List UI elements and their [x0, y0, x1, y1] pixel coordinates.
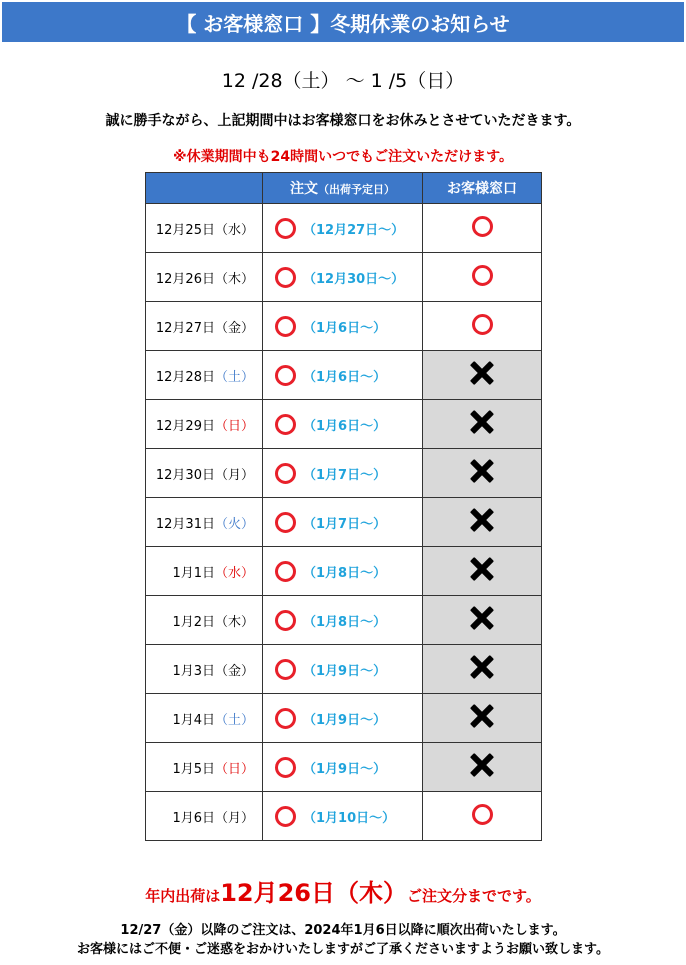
table-row [146, 596, 542, 645]
ship-date-label: （1月7日〜） [303, 516, 387, 532]
ship-date-label: （1月9日〜） [303, 761, 387, 777]
available-circle-icon [275, 512, 296, 533]
weekday-label: （日） [214, 418, 254, 434]
date-cell [146, 204, 263, 253]
weekday-label: （金） [214, 663, 254, 679]
date-cell [146, 302, 263, 351]
order-cell [263, 694, 423, 743]
order-content [263, 365, 422, 386]
available-circle-icon [275, 316, 296, 337]
ship-date-label: （1月8日〜） [303, 565, 387, 581]
ship-date-label: （1月6日〜） [303, 369, 387, 385]
order-cell [263, 498, 423, 547]
closed-cross-icon [470, 753, 494, 777]
open-circle-icon [472, 314, 493, 335]
order-content [263, 610, 422, 631]
table-row [146, 253, 542, 302]
order-content [263, 757, 422, 778]
table-row [146, 204, 542, 253]
ship-date-label: （1月6日〜） [303, 320, 387, 336]
weekday-label: （木） [214, 614, 254, 630]
order-cell [263, 547, 423, 596]
order-notice: ※休業期間中も24時間いつでもご注文いただけます。 [173, 149, 513, 165]
order-content [263, 267, 422, 288]
window-status-cell [423, 547, 542, 596]
header-window: お客様窓口 [423, 173, 542, 204]
closed-cross-icon [470, 361, 494, 385]
weekday-label: （金） [214, 320, 254, 336]
closure-period: 12 /28（土） 〜 1 /5（日） [221, 70, 465, 92]
date-label: 1月6日 [172, 810, 215, 826]
date-label: 1月5日 [172, 761, 215, 777]
window-status-cell [423, 792, 542, 841]
ship-date-label: （1月9日〜） [303, 663, 387, 679]
date-label: 1月1日 [172, 565, 215, 581]
window-status-cell [423, 204, 542, 253]
order-cell [263, 449, 423, 498]
ship-date-label: （1月10日〜） [303, 810, 396, 826]
order-content [263, 218, 422, 239]
date-cell [146, 253, 263, 302]
table-row [146, 694, 542, 743]
ship-date-label: （1月6日〜） [303, 418, 387, 434]
date-cell [146, 547, 263, 596]
header-date [146, 173, 263, 204]
table-row [146, 547, 542, 596]
available-circle-icon [275, 708, 296, 729]
date-label: 1月2日 [172, 614, 215, 630]
date-cell [146, 351, 263, 400]
weekday-label: （月） [214, 810, 254, 826]
date-label: 1月4日 [172, 712, 215, 728]
order-cell [263, 253, 423, 302]
table-row [146, 302, 542, 351]
date-cell [146, 596, 263, 645]
order-content [263, 659, 422, 680]
window-status-cell [423, 645, 542, 694]
header-order [263, 173, 423, 204]
footer-line-2: お客様にはご不便・ご迷惑をおかけいたしますがご了承くださいますようお願い致します。 [77, 942, 609, 957]
weekday-label: （土） [214, 712, 254, 728]
order-content [263, 316, 422, 337]
date-label: 12月27日 [155, 320, 215, 336]
order-content [263, 708, 422, 729]
available-circle-icon [275, 561, 296, 582]
window-status-cell [423, 596, 542, 645]
open-circle-icon [472, 265, 493, 286]
order-content [263, 512, 422, 533]
footer-line-1: 12/27（金）以降のご注文は、2024年1月6日以降に順次出荷いたします。 [120, 923, 566, 938]
window-status-cell [423, 694, 542, 743]
available-circle-icon [275, 218, 296, 239]
order-cell [263, 400, 423, 449]
ship-date-label: （12月27日〜） [303, 222, 405, 238]
date-label: 1月3日 [172, 663, 215, 679]
date-label: 12月28日 [155, 369, 215, 385]
closed-cross-icon [470, 655, 494, 679]
table-row [146, 645, 542, 694]
window-status-cell [423, 449, 542, 498]
deadline-date: 12月26日（木） [220, 879, 407, 907]
open-circle-icon [472, 804, 493, 825]
date-label: 12月31日 [155, 516, 215, 532]
available-circle-icon [275, 414, 296, 435]
window-status-cell [423, 400, 542, 449]
weekday-label: （水） [214, 565, 254, 581]
table-row [146, 400, 542, 449]
open-circle-icon [472, 216, 493, 237]
weekday-label: （火） [214, 516, 254, 532]
order-cell [263, 351, 423, 400]
date-label: 12月25日 [155, 222, 215, 238]
ship-date-label: （12月30日〜） [303, 271, 405, 287]
schedule-table [145, 172, 542, 841]
table-row [146, 792, 542, 841]
date-cell [146, 449, 263, 498]
date-cell [146, 645, 263, 694]
ship-date-label: （1月7日〜） [303, 467, 387, 483]
closed-cross-icon [470, 459, 494, 483]
order-cell [263, 792, 423, 841]
deadline-suffix: ご注文分までです。 [407, 887, 541, 905]
available-circle-icon [275, 659, 296, 680]
date-label: 12月30日 [155, 467, 215, 483]
ship-date-label: （1月9日〜） [303, 712, 387, 728]
date-cell [146, 694, 263, 743]
closed-cross-icon [470, 606, 494, 630]
closed-cross-icon [470, 508, 494, 532]
weekday-label: （土） [214, 369, 254, 385]
weekday-label: （木） [214, 271, 254, 287]
table-row [146, 449, 542, 498]
date-cell [146, 400, 263, 449]
order-content [263, 561, 422, 582]
date-label: 12月26日 [155, 271, 215, 287]
table-header-row [146, 173, 542, 204]
order-cell [263, 302, 423, 351]
available-circle-icon [275, 267, 296, 288]
order-cell [263, 645, 423, 694]
shipping-deadline [0, 873, 686, 908]
window-status-cell [423, 743, 542, 792]
weekday-label: （月） [214, 467, 254, 483]
window-status-cell [423, 302, 542, 351]
page-title: 【 お客様窓口 】冬期休業のお知らせ [176, 11, 510, 36]
weekday-label: （水） [214, 222, 254, 238]
closed-cross-icon [470, 410, 494, 434]
order-content [263, 414, 422, 435]
available-circle-icon [275, 610, 296, 631]
window-status-cell [423, 253, 542, 302]
available-circle-icon [275, 365, 296, 386]
header-order-sub: （出荷予定日） [318, 183, 395, 196]
available-circle-icon [275, 757, 296, 778]
available-circle-icon [275, 806, 296, 827]
window-status-cell [423, 351, 542, 400]
closed-cross-icon [470, 557, 494, 581]
header-order-label: 注文 [290, 181, 318, 197]
order-cell [263, 743, 423, 792]
order-cell [263, 204, 423, 253]
table-row [146, 351, 542, 400]
window-status-cell [423, 498, 542, 547]
notice-title-banner [2, 2, 684, 42]
closed-cross-icon [470, 704, 494, 728]
weekday-label: （日） [214, 761, 254, 777]
order-content [263, 806, 422, 827]
date-cell [146, 743, 263, 792]
available-circle-icon [275, 463, 296, 484]
table-row [146, 498, 542, 547]
order-content [263, 463, 422, 484]
deadline-prefix: 年内出荷は [145, 887, 221, 905]
table-row [146, 743, 542, 792]
order-cell [263, 596, 423, 645]
date-cell [146, 792, 263, 841]
date-cell [146, 498, 263, 547]
ship-date-label: （1月8日〜） [303, 614, 387, 630]
intro-text: 誠に勝手ながら、上記期間中はお客様窓口をお休みとさせていただきます。 [105, 113, 581, 129]
date-label: 12月29日 [155, 418, 215, 434]
